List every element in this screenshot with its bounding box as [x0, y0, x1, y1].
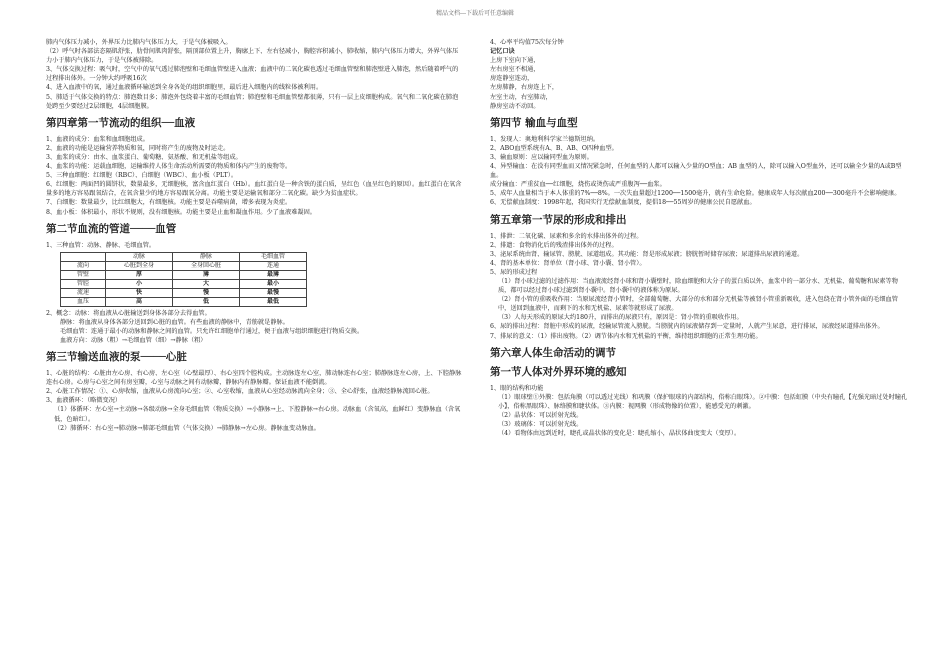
table-cell: 管腔: [61, 279, 106, 288]
paragraph: 4、心率平均值75次每分钟: [490, 39, 564, 46]
paragraph: 2、心脏工作情况：①、心房收缩，血液从心房流向心室；②、心室收缩，血液从心室经动脉流向全身；③、全心舒张，血液经静脉流回心脏。: [46, 388, 434, 396]
paragraph: 左右房室不相通，: [490, 66, 540, 74]
paragraph: 1、三种血管：动脉、静脉、毛细血管。: [46, 241, 156, 249]
paragraph: 3、血液循环：（略微变况）: [46, 397, 122, 405]
table-cell: 毛细血管: [240, 252, 307, 261]
paragraph: 2、血液的功能是运输营养物质和氧，同时将产生的废物及时运走。: [46, 144, 230, 152]
table-row: [61, 279, 307, 288]
right-column: [490, 38, 910, 438]
table-cell: 高: [106, 297, 173, 306]
section-title-blood: 第四章第一节流动的组织──血液: [46, 116, 196, 129]
paragraph: 房连静室连动，: [490, 75, 534, 83]
table-cell: 血压: [61, 297, 106, 306]
table-cell: 动脉: [106, 252, 173, 261]
chapter-title-regulation: 第六章人体生命活动的调节: [490, 346, 616, 359]
paragraph: 5、肺适于气体交换的特点：肺泡数目多；肺泡外包绕着丰富的毛细血管；肺泡壁和毛细血管壁都很薄，只有一层上皮细胞构成。氧气和二氧化碳在肺泡处跨至少要经过2层细胞，4层细胞膜。: [46, 93, 459, 110]
table-cell: 快: [106, 288, 173, 297]
left-column: [46, 38, 462, 433]
paragraph: （2）呼气时各部法态隔肌舒张，肋骨间肌肉舒张，隔顶部位置上升，胸廓上下、左右径减小，胸腔容积减小，肺收缩，肺内气体压力增大，外界气体压力小于肺内气体压力，于是气体被排除。: [46, 48, 459, 65]
table-cell: 最低: [240, 297, 307, 306]
table-row: [61, 297, 307, 306]
paragraph: 肺内气体压力减小，外界压力比肺内气体压力大，于是气体被吸入。: [46, 39, 232, 46]
paragraph: 7、白细胞：数量最少，比红细胞大，有细胞核。功能主要是吞噬病菌，增多表现为炎症。: [46, 199, 292, 207]
table-cell: 大: [173, 279, 240, 288]
table-cell: 薄: [173, 270, 240, 279]
section-title-heart: 第三节输送血液的泵────心脏: [46, 351, 187, 364]
table-cell: 静脉: [173, 252, 240, 261]
paragraph: 5、成年人血量相当于本人体重的7%──8%。一次失血量超过1200──1500毫升，就有生命危险。健康成年人每次献血200──300毫升不会影响健康。: [490, 190, 901, 198]
paragraph: 6、红细胞：两面凹的圆饼状，数量最多，无细胞核，富含血红蛋白（Hb）。血红蛋白是一种含铁的蛋白质，呈红色（血呈红色的原因）。血红蛋白在氧含量多的地方容易跟氧结合，在氧含量少的地方容易跟氧分离。功能主要是运输氧和部分二氧化碳。缺少为贫血症状。: [46, 181, 462, 198]
table-cell: 连通: [240, 261, 307, 270]
table-cell: 流速: [61, 288, 106, 297]
paragraph: 6、无偿献血制度：1998年起，我国实行无偿献血制度，提倡18──55周岁的健康公民自愿献血。: [490, 199, 756, 207]
paragraph: 5、尿的形成过程: [490, 268, 538, 276]
paragraph: 上房下室向下通，: [490, 57, 540, 65]
paragraph: 左室主动，右室肺动，: [490, 93, 552, 101]
table-cell: 最慢: [240, 288, 307, 297]
paragraph: （1）体循环：左心室→主动脉→各级动脉→全身毛细血管（物质交换）→小静脉→上、下腔静脉→右心房。动脉血（含氧高，血鲜红）变静脉血（含氧低，色暗红）。: [54, 406, 461, 423]
paragraph: 8、血小板：体积最小，形状不规则，没有细胞核。功能主要是止血和凝血作用。少了血液难凝固。: [46, 208, 316, 216]
paragraph: （2）晶状体：可以折射光线。: [498, 411, 583, 419]
paragraph: 4、血浆的功能：运载血细胞，运输维持人体生命活动所需要的物质和体内产生的废物等。: [46, 163, 292, 171]
paragraph: 毛细血管：连通于最小的动脉和静脉之间的血管。只允许红细胞单行通过，便于血液与组织细胞进行物质交换。: [60, 327, 364, 335]
paragraph: 静房室动不动回。: [490, 102, 540, 110]
mnemonic-title: 记忆口诀: [490, 48, 515, 56]
paragraph: 1、血液的成分：血浆和血细胞组成。: [46, 135, 149, 143]
table-cell: 低: [173, 297, 240, 306]
table-row: [61, 261, 307, 270]
table-cell: 小: [106, 279, 173, 288]
section-title-vessels: 第二节血流的管道────血管: [46, 222, 177, 235]
table-cell: 心脏到全身: [106, 261, 173, 270]
vessel-table: [60, 252, 307, 307]
paragraph: 4、异型输血：在没有同型血而又情况紧急时，任何血型的人都可以输入少量的O型血；AB 血型的人，除可以输入O型血外，还可以输全少量的A或B型血。: [490, 163, 902, 180]
page-header: 精品文档---下载后可任意编辑: [435, 10, 515, 17]
paragraph: （2）肾小管的重吸收作用：当原尿流经肾小管时，全部葡萄糖、大部分的水和部分无机盐等被肾小管重新吸收，进入包绕在肾小管外面的毛细血管中，送回到血液中，而剩下的水和无机盐、尿素等就形成了尿液。: [498, 296, 898, 313]
paragraph: （2）肺循环：右心室→肺动脉→肺部毛细血管（气体交换）→肺静脉→左心房。静脉血变动脉血。: [54, 424, 320, 432]
table-cell: 管壁: [61, 270, 106, 279]
paragraph: （3）人每天形成的原尿大约180升，而排出的尿液只有，原因是：肾小管的重吸收作用。: [498, 314, 743, 322]
paragraph: 成分输血：严重贫血──红细胞，烧伤或烫伤或严重腹泻──血浆。: [490, 181, 666, 189]
paragraph: 1、发现人：奥地利科学家兰德斯坦纳。: [490, 135, 600, 143]
section-title-urine: 第五章第一节尿的形成和排出: [490, 213, 627, 226]
paragraph: （1）肾小球过滤的过滤作用：当血液流经肾小球和肾小囊壁时，除血细胞和大分子的蛋白质以外，血浆中的一部分水、无机盐、葡萄糖和尿素等物质，都可以经过肾小球过滤到肾小囊中。肾小囊中的液体称为原尿。: [498, 277, 898, 295]
section-title-perception: 第一节人体对外界环境的感知: [490, 365, 627, 378]
table-cell: 最小: [240, 279, 307, 288]
paragraph: 4、肾的基本单位：肾单位（肾小球、肾小囊、肾小管）。: [490, 259, 646, 267]
paragraph: 1、排泄：二氧化碳、尿素和多余的水排出体外的过程。: [490, 232, 643, 240]
paragraph: 5、三种血细胞：红细胞（RBC）、白细胞（WBC）、血小板（PLT）。: [46, 172, 238, 180]
paragraph: 1、眼的结构和功能: [490, 384, 544, 392]
paragraph: 血液方向：动脉（粗）→毛细血管（细）→静脉（粗）: [60, 336, 207, 344]
paragraph: 6、尿的排出过程：肾脏中形成的尿液，经输尿管流入膀胱。当膀胱内的尿液储存到一定量时，人就产生尿意，进行排尿，尿液经尿道排出体外。: [490, 323, 884, 331]
paragraph: 3、气体交换过程：吸气时，空气中的氧气透过肺泡壁和毛细血管壁进入血液；血液中的二氧化碳也透过毛细血管壁和肺泡壁进入肺泡，然后随着呼气的过程排出体外。一分钟大约呼吸16次: [46, 66, 459, 83]
paragraph: 2、概念：动脉：将血液从心脏输送到身体各部分去得血管。: [46, 309, 211, 317]
table-header-row: [61, 252, 307, 261]
section-title-transfusion: 第四节 输血与血型: [490, 116, 578, 129]
paragraph: 1、心脏的结构：心脏由左心房、右心房、左心室（心壁最厚）、右心室四个腔构成。主动脉连左心室，肺动脉连右心室；肺静脉连左心房，上、下腔静脉连右心房。心房与心室之间有房室瓣，心室与动脉之间有动脉瓣，静脉内有静脉瓣。保证血液不能倒流。: [46, 370, 462, 387]
table-cell: 慢: [173, 288, 240, 297]
paragraph: 2、排遗：食物消化后的残渣排出体外的过程。: [490, 241, 618, 249]
left-intro: [46, 38, 462, 111]
table-cell: [61, 252, 106, 261]
paragraph: （4）看物体由远到近时，睫孔或晶状体的变化是：睫孔缩小，晶状体曲度变大（变厚）。: [498, 430, 741, 438]
paragraph: 3、泌尿系统由肾、输尿管、膀胱、尿道组成。其功能：肾是形成尿液；膀胱暂时储存尿液；尿道排出尿液的通道。: [490, 250, 804, 258]
paragraph: 7、排尿的意义：（1）排出废物。（2）调节体内水和无机盐的平衡，维持组织细胞的正常生理功能。: [490, 332, 762, 340]
paragraph: 3、血浆的成分：由水、血浆蛋白、葡萄糖、氨基酸、和无机盐等组成。: [46, 153, 242, 161]
table-cell: 厚: [106, 270, 173, 279]
paragraph: 静脉：将血液从身体各部分送回到心脏的血管。有些血液的静脉中，青筋就是静脉。: [60, 318, 289, 326]
paragraph: 4、进入血液中的氧，通过血液循环输送到全身各处的组织细胞里，最后进入细胞内的线粒体被利用。: [46, 84, 323, 92]
table-cell: 最薄: [240, 270, 307, 279]
table-cell: 流向: [61, 261, 106, 270]
paragraph: （3）玻璃体：可以折射光线。: [498, 421, 583, 428]
paragraph: 3、输血原则：应以输同型血为原则。: [490, 153, 593, 161]
paragraph: 左房肺静，右房连上下，: [490, 84, 559, 92]
table-row: [61, 288, 307, 297]
table-row: [61, 270, 307, 279]
table-cell: 全身回心脏: [173, 261, 240, 270]
paragraph: 2、ABO血型系统有A、B、AB、O四种血型。: [490, 144, 618, 152]
paragraph: （1）眼球壁①外膜：包括角膜（可以透过光线）和巩膜（保护眼球的内部结构，俗称白眼珠）。②中膜：包括虹膜（中央有瞳孔【光强光暗过处时瞳孔小】，俗称黑眼珠）、脉络膜和睫状体。③内膜：视网膜（形成物像的位置），能感受光的刺激。: [498, 393, 908, 410]
